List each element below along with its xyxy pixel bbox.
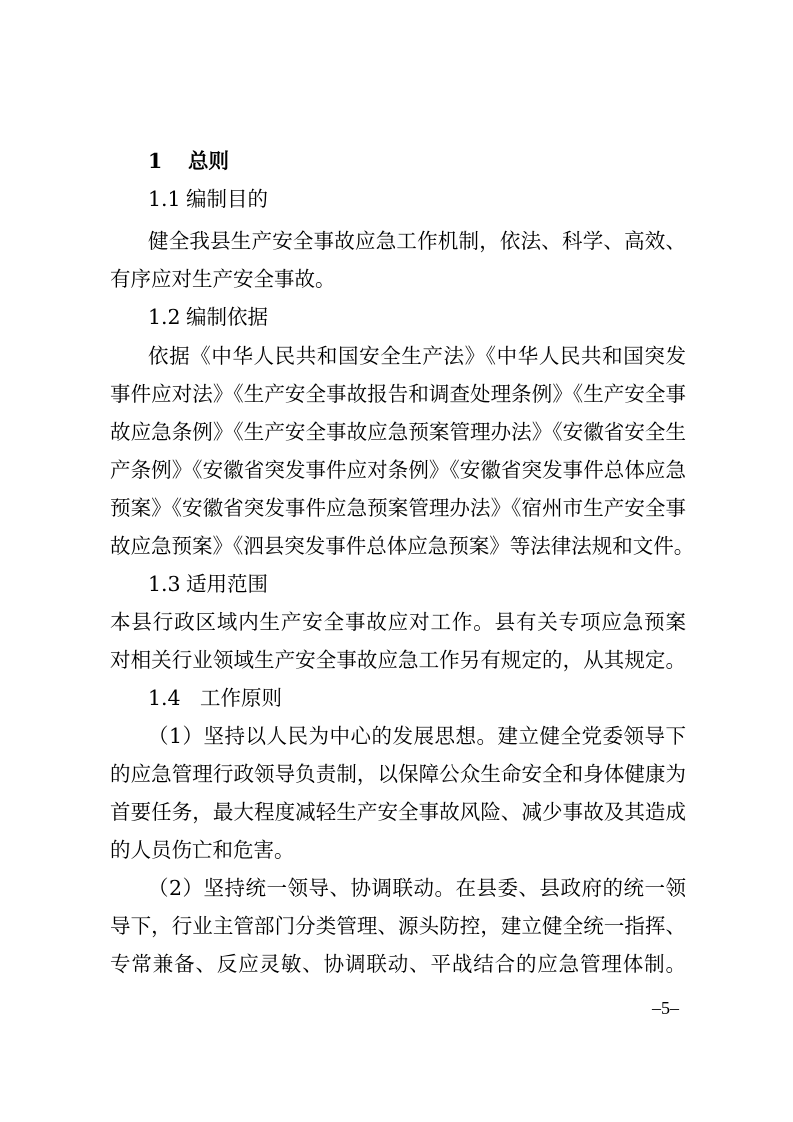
paragraph-line: 健全我县生产安全事故应急工作机制，依法、科学、高效、 <box>148 229 686 253</box>
section-title: 适用范围 <box>186 572 268 596</box>
paragraph-line: 的应急管理行政领导负责制，以保障公众生命安全和身体健康为 <box>110 762 686 786</box>
paragraph-line: （2）坚持统一领导、协调联动。在县委、县政府的统一领 <box>148 876 686 900</box>
section-1-3-heading <box>148 571 686 597</box>
paragraph-line: 故应急条例》《生产安全事故应急预案管理办法》《安徽省安全生 <box>110 420 686 444</box>
paragraph-line: 导下，行业主管部门分类管理、源头防控，建立健全统一指挥、 <box>110 914 686 938</box>
section-number: 1.1 <box>148 187 181 211</box>
paragraph-line: （1）坚持以人民为中心的发展思想。建立健全党委领导下 <box>148 724 686 748</box>
section-number: 1.4 <box>148 686 181 710</box>
heading-title: 总则 <box>188 149 229 173</box>
paragraph-line: 事件应对法》《生产安全事故报告和调查处理条例》《生产安全事 <box>110 382 686 406</box>
paragraph-line: 本县行政区域内生产安全事故应对工作。县有关专项应急预案 <box>110 610 686 634</box>
section-1-2-heading <box>148 304 686 330</box>
paragraph-line: 的人员伤亡和危害。 <box>110 838 295 862</box>
paragraph-line: 依据《中华人民共和国安全生产法》《中华人民共和国突发 <box>148 344 686 368</box>
paragraph-line: 对相关行业领域生产安全事故应急工作另有规定的，从其规定。 <box>110 648 686 672</box>
paragraph-line: 有序应对生产安全事故。 <box>110 267 336 291</box>
section-title: 工作原则 <box>200 686 282 710</box>
section-1-1-heading <box>148 186 686 212</box>
heading-number: 1 <box>148 149 163 173</box>
heading-1 <box>148 148 724 174</box>
paragraph-line: 首要任务，最大程度减轻生产安全事故风险、减少事故及其造成 <box>110 800 686 824</box>
section-title: 编制目的 <box>186 187 268 211</box>
paragraph-line: 预案》《安徽省突发事件应急预案管理办法》《宿州市生产安全事 <box>110 496 686 520</box>
paragraph-line: 产条例》《安徽省突发事件应对条例》《安徽省突发事件总体应急 <box>110 458 686 482</box>
section-number: 1.2 <box>148 305 181 329</box>
section-number: 1.3 <box>148 572 181 596</box>
section-title: 编制依据 <box>186 305 268 329</box>
page-number: –5– <box>652 998 679 1018</box>
paragraph-line: 专常兼备、反应灵敏、协调联动、平战结合的应急管理体制。 <box>110 952 686 976</box>
section-1-4-heading <box>148 685 686 711</box>
paragraph-line: 故应急预案》《泗县突发事件总体应急预案》等法律法规和文件。 <box>110 534 695 558</box>
